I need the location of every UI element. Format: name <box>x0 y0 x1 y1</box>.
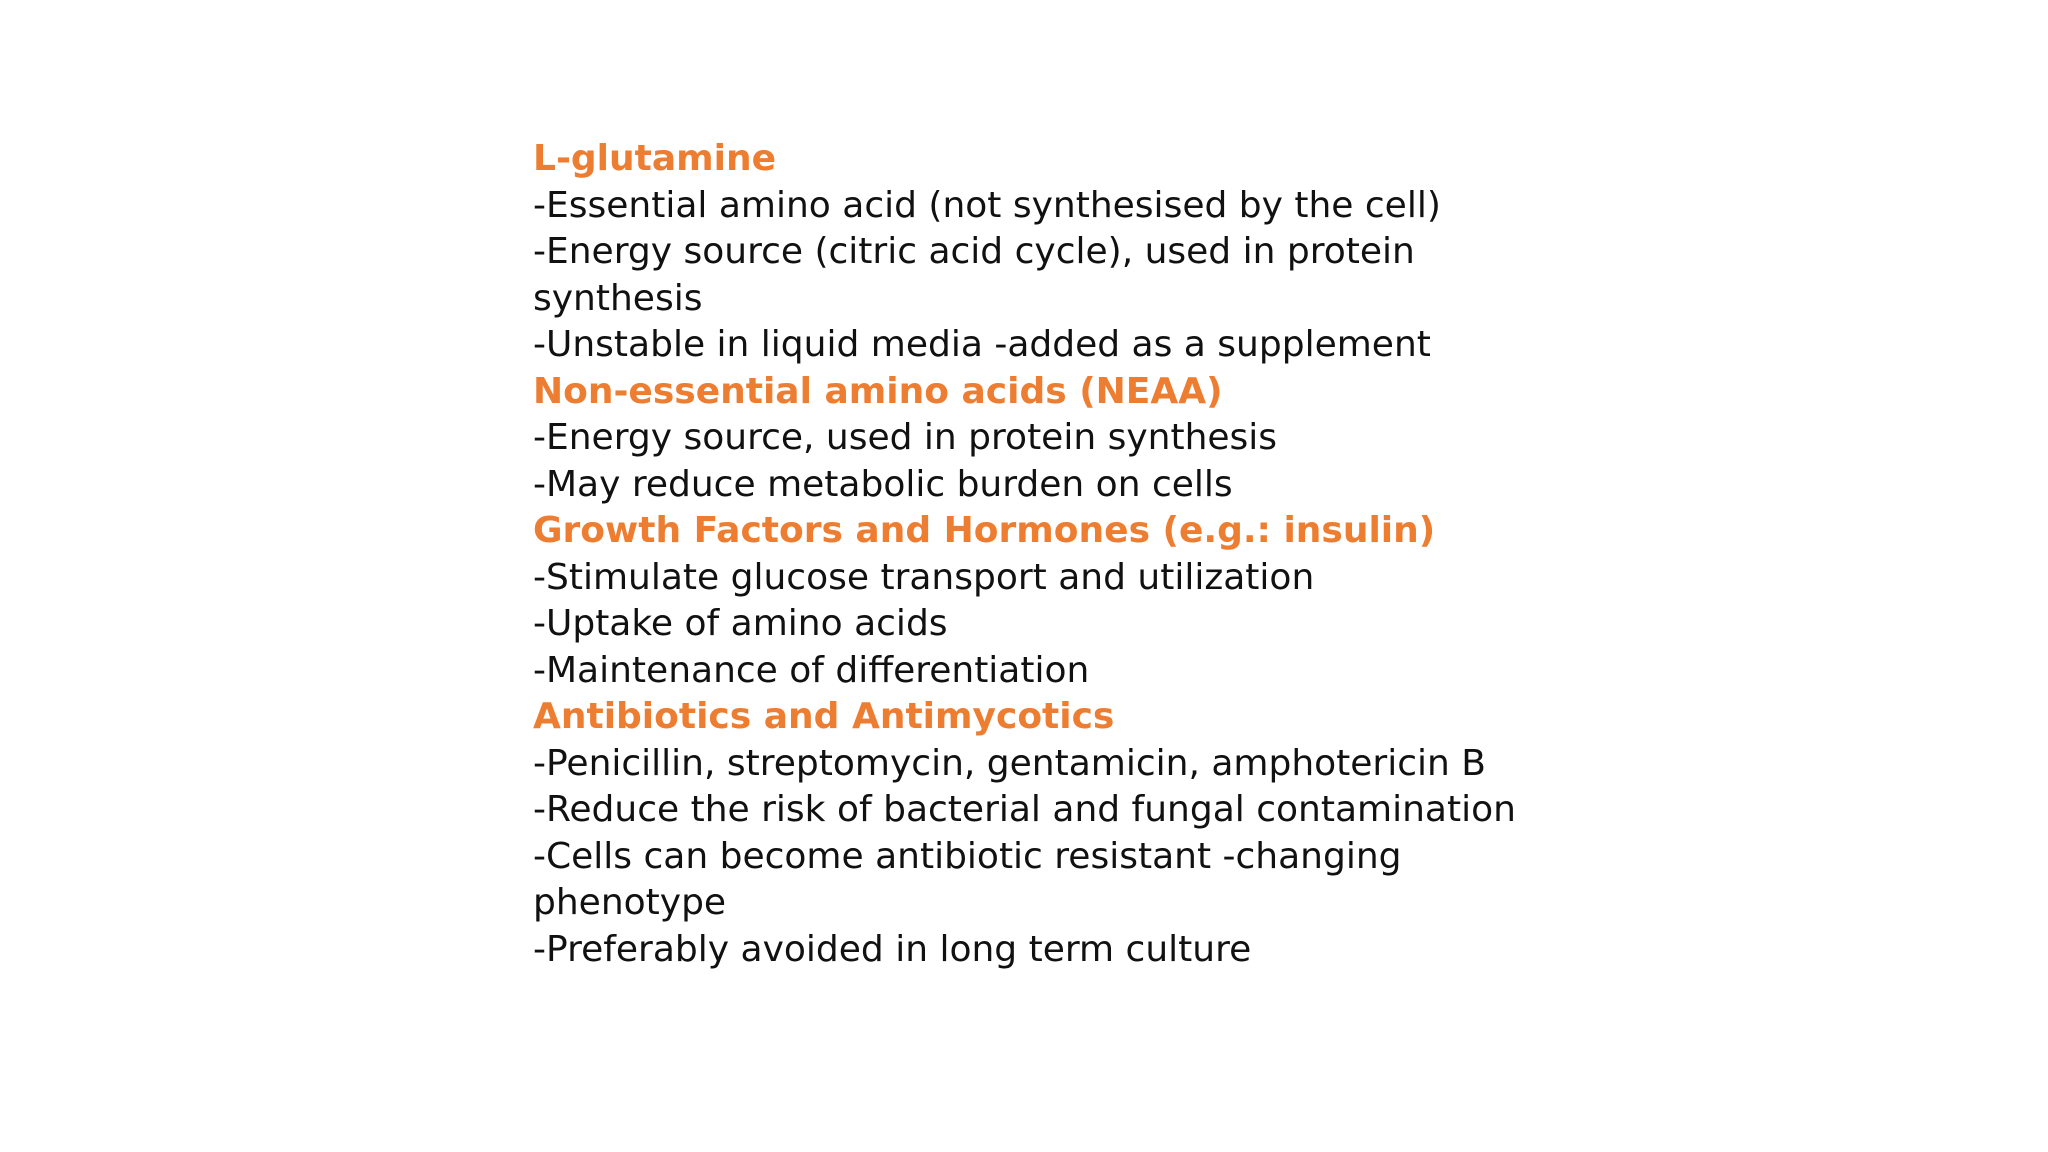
bullet-item: -Preferably avoided in long term culture <box>533 928 1252 970</box>
bullet-item: -Penicillin, streptomycin, gentamicin, amphotericin B <box>533 742 1486 784</box>
bullet-item: -Cells can become antibiotic resistant -changing phenotype <box>533 835 1402 923</box>
bullet-item: -Reduce the risk of bacterial and fungal contamination <box>533 789 1516 830</box>
section-heading-neaa: Non-essential amino acids (NEAA) <box>533 370 1223 412</box>
bullet-item: -Energy source (citric acid cycle), used in protein synthesis <box>533 231 1415 319</box>
bullet-item: -Stimulate glucose transport and utilization <box>533 556 1315 598</box>
slide-content <box>533 136 1533 973</box>
section-heading-antibiotics: Antibiotics and Antimycotics <box>533 696 1115 737</box>
bullet-item: -Energy source, used in protein synthesis <box>533 417 1278 458</box>
section-heading-growth-factors: Growth Factors and Hormones (e.g.: insulin) <box>533 510 1436 551</box>
bullet-item: -Essential amino acid (not synthesised by the cell) <box>533 184 1441 226</box>
bullet-item: -May reduce metabolic burden on cells <box>533 463 1233 505</box>
bullet-item: -Maintenance of differentiation <box>533 649 1090 691</box>
bullet-item: -Unstable in liquid media -added as a supplement <box>533 324 1431 365</box>
section-heading-l-glutamine: L-glutamine <box>533 138 777 179</box>
bullet-item: -Uptake of amino acids <box>533 603 948 644</box>
